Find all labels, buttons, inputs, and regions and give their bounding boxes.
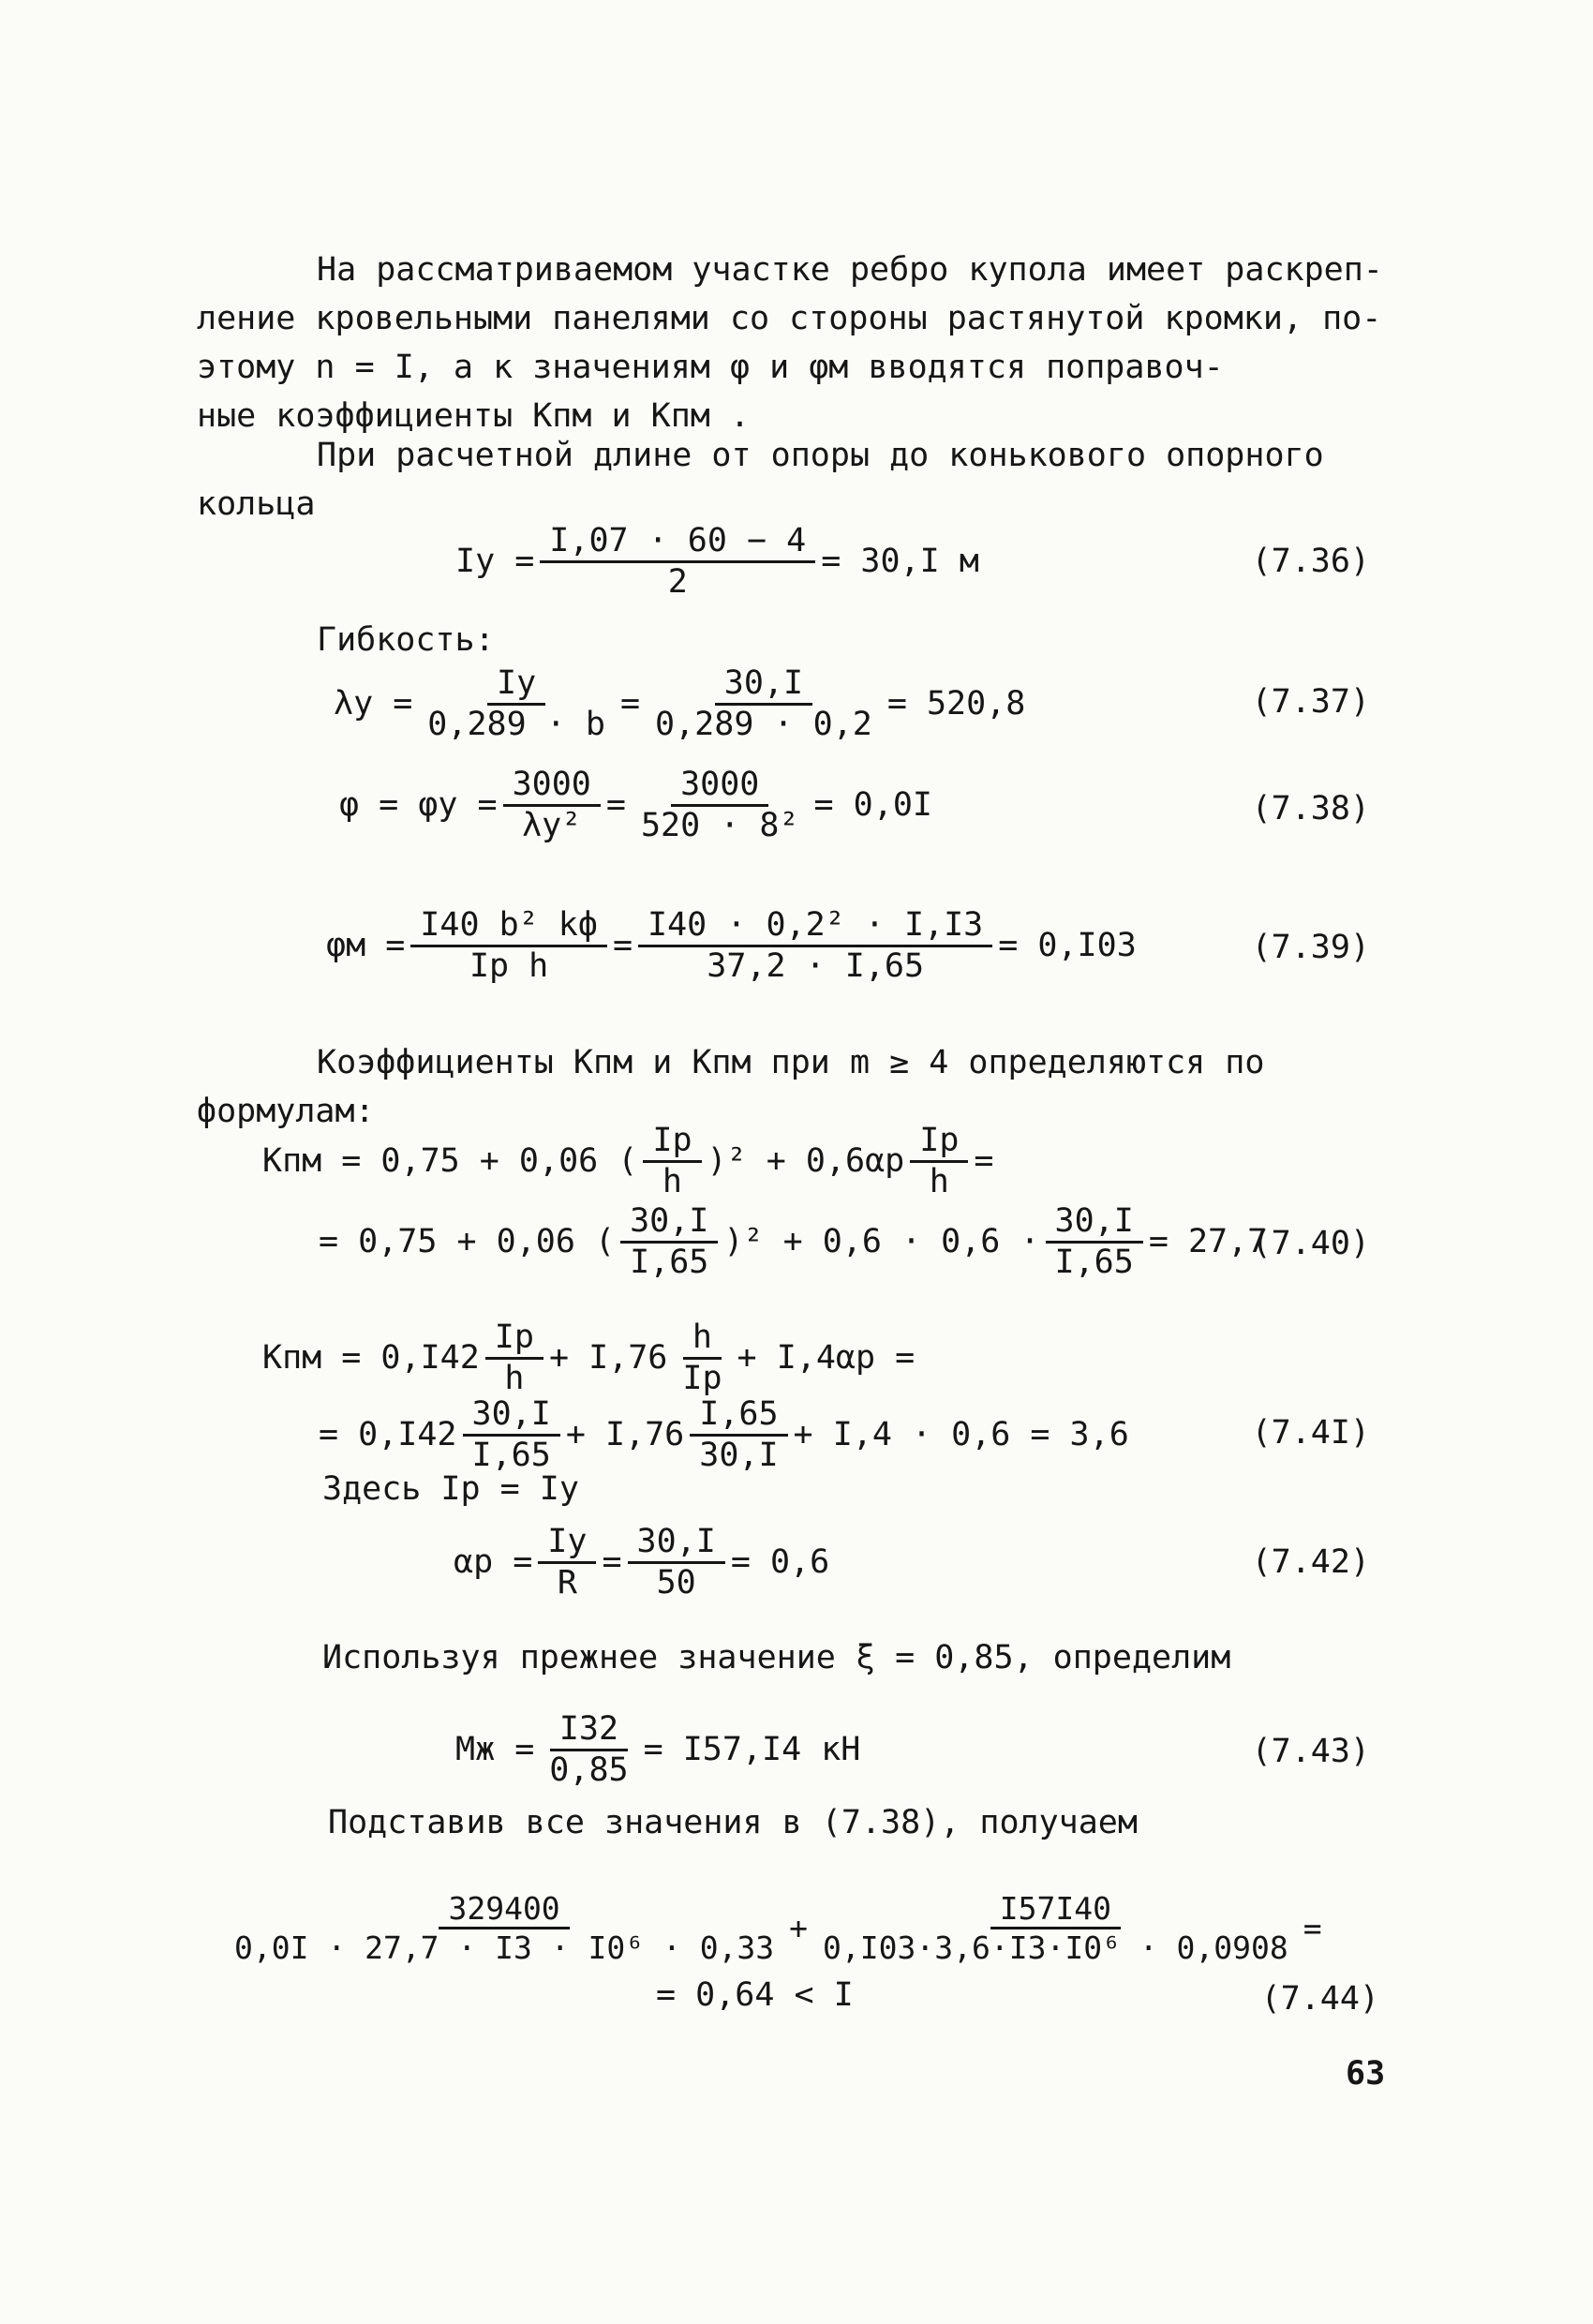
eq-part: = [974, 1142, 994, 1180]
paragraph-substituting: Подставив все значения в (7.38), получаем [328, 1804, 1138, 1841]
numerator: Iу [487, 667, 545, 706]
text-line: формулам: [197, 1093, 375, 1130]
denominator: I,65 [471, 1437, 551, 1474]
numerator: I,07 · 60 − 4 [540, 525, 815, 563]
equals: = [612, 927, 633, 964]
numerator: 30,I [628, 1526, 725, 1564]
equals: = [619, 685, 641, 723]
text-line: При расчетной длине от опоры до конькового опорного [317, 437, 1324, 474]
eq-part: Kпм = 0,I42 [262, 1339, 480, 1377]
text-line: Коэффициенты Kпм и Kпм при m ≥ 4 определяются по [317, 1044, 1265, 1081]
denominator: 2 [667, 563, 688, 601]
eq-lhs: Mж = [455, 1731, 535, 1768]
fraction [690, 1395, 787, 1474]
paragraph-coefficients [197, 1038, 1385, 1136]
eq-part: + I,4 · 0,6 = 3,6 [793, 1416, 1129, 1453]
equation-number: (7.44) [1260, 1980, 1379, 2018]
eq-rhs: = 520,8 [886, 685, 1026, 723]
numerator: I40 b² kф [410, 909, 607, 947]
numerator: I,65 [690, 1398, 787, 1437]
fraction [410, 906, 607, 985]
fraction [643, 1122, 701, 1200]
text-line: ные коэффициенты Kпм и Kпм . [197, 397, 751, 435]
numerator: Iр [910, 1125, 968, 1163]
numerator: h [683, 1321, 722, 1360]
eq-lhs: λу = [334, 685, 413, 723]
denominator: 0,85 [549, 1751, 629, 1789]
numerator: 30,I [620, 1205, 718, 1244]
numerator: Iр [485, 1321, 543, 1360]
eq-part: )² + 0,6αр [707, 1142, 905, 1180]
fraction [538, 1523, 596, 1601]
numerator: Iр [643, 1125, 701, 1163]
numerator: 30,I [1046, 1205, 1143, 1244]
fraction [910, 1122, 968, 1200]
equation-number: (7.37) [1251, 683, 1370, 721]
fraction [620, 1202, 718, 1281]
fraction [813, 1890, 1298, 1966]
eq-part: Kпм = 0,75 + 0,06 ( [262, 1142, 638, 1180]
fraction [540, 522, 815, 601]
equation-number: (7.38) [1251, 790, 1370, 827]
denominator: 0,289 · 0,2 [655, 706, 872, 743]
denominator: 0,I03·3,6·I3·I0⁶ · 0,0908 [823, 1929, 1288, 1966]
eq-lhs: Iу = [455, 543, 535, 580]
equation-number: (7.40) [1251, 1225, 1370, 1262]
equation-number: (7.36) [1251, 543, 1370, 580]
fraction [646, 664, 882, 743]
denominator: 30,I [699, 1437, 779, 1474]
paragraph-design-length [197, 431, 1385, 529]
eq-part: = 0,75 + 0,06 ( [319, 1223, 616, 1260]
eq-lhs: φ = φу = [339, 786, 498, 824]
numerator: 30,I [715, 667, 812, 706]
denominator: h [504, 1360, 525, 1397]
denominator: Iр h [469, 947, 549, 985]
equation-7-37 [334, 664, 1026, 743]
equation-7-44-line-2: = 0,64 < I [656, 1976, 854, 2014]
numerator: I57I40 [990, 1893, 1121, 1929]
equation-number: (7.42) [1251, 1543, 1370, 1581]
fraction [485, 1318, 543, 1397]
numerator: 30,I [463, 1398, 560, 1437]
eq-part: )² + 0,6 · 0,6 · [723, 1223, 1040, 1260]
equation-7-42 [454, 1523, 830, 1601]
fraction [632, 768, 809, 842]
text-line: ление кровельными панелями со стороны растянутой кромки, по- [197, 300, 1382, 337]
fraction [463, 1395, 560, 1474]
denominator: 520 · 8² [640, 807, 799, 844]
fraction [673, 1318, 731, 1397]
eq-rhs: = 30,I м [821, 543, 979, 580]
eq-part: = 0,I42 [319, 1416, 457, 1453]
equation-7-38 [339, 768, 932, 842]
equation-7-43 [455, 1710, 861, 1789]
fraction [418, 664, 615, 743]
equation-number: (7.43) [1251, 1733, 1370, 1770]
numerator: I40 · 0,2² · I,I3 [638, 909, 992, 947]
eq-part: + I,4αр = [737, 1339, 916, 1377]
eq-rhs: = 0,6 [730, 1543, 830, 1581]
page-number: 63 [1346, 2055, 1386, 2093]
denominator: I,65 [630, 1244, 709, 1281]
text-here: Здесь Iр = Iу [322, 1470, 579, 1508]
fraction [540, 1710, 637, 1789]
equation-number: (7.39) [1251, 929, 1370, 966]
eq-part: = 27,7 [1148, 1223, 1268, 1260]
text-line: На рассматриваемом участке ребро купола имеет раскреп- [317, 251, 1383, 289]
numerator: I32 [550, 1713, 628, 1751]
numerator: 3000 [503, 768, 601, 807]
fraction [503, 768, 601, 842]
fraction [225, 1890, 783, 1966]
plus: + [789, 1910, 809, 1946]
equation-7-40-line-2 [319, 1202, 1268, 1281]
fraction [1046, 1202, 1143, 1281]
paragraph-previous-value: Используя прежнее значение ξ = 0,85, определим [322, 1639, 1231, 1676]
equals: = [605, 786, 626, 824]
denominator: 0,0I · 27,7 · I3 · I0⁶ · 0,33 [234, 1929, 775, 1966]
denominator: 0,289 · b [427, 706, 605, 743]
equation-7-39 [326, 906, 1137, 985]
equation-7-36 [455, 522, 979, 601]
numerator: Iу [538, 1526, 596, 1564]
fraction [638, 906, 992, 985]
eq-part: + I,76 [565, 1416, 685, 1453]
eq-rhs: = 0,0I [813, 786, 932, 824]
equals: = [1303, 1910, 1322, 1946]
equation-7-44-line-1 [225, 1890, 1322, 1966]
equation-7-41-line-2 [319, 1395, 1129, 1474]
denominator: R [557, 1564, 577, 1601]
equation-7-40-line-1 [262, 1122, 994, 1200]
equation-7-41-line-1 [262, 1318, 916, 1397]
fraction [628, 1523, 725, 1601]
denominator: h [929, 1163, 949, 1200]
denominator: I,65 [1054, 1244, 1134, 1281]
denominator: 50 [656, 1564, 696, 1601]
equals: = [602, 1543, 622, 1581]
equation-number: (7.4I) [1251, 1414, 1370, 1452]
paragraph-dome-rib [197, 246, 1385, 440]
eq-lhs: αр = [454, 1543, 533, 1581]
eq-lhs: φм = [326, 927, 406, 964]
eq-rhs: = I57,I4 кН [643, 1731, 861, 1768]
text-line: кольца [197, 485, 316, 523]
text-line: этому n = I, а к значениям φ и φм вводятся поправоч- [197, 349, 1224, 386]
numerator: 3000 [671, 768, 768, 807]
numerator: 329400 [439, 1893, 569, 1929]
eq-part: + I,76 [548, 1339, 668, 1377]
label-flexibility: Гибкость: [317, 621, 495, 659]
denominator: λу² [522, 807, 582, 844]
eq-rhs: = 0,I03 [998, 927, 1137, 964]
denominator: h [662, 1163, 682, 1200]
denominator: Iр [682, 1360, 722, 1397]
denominator: 37,2 · I,65 [707, 947, 925, 985]
